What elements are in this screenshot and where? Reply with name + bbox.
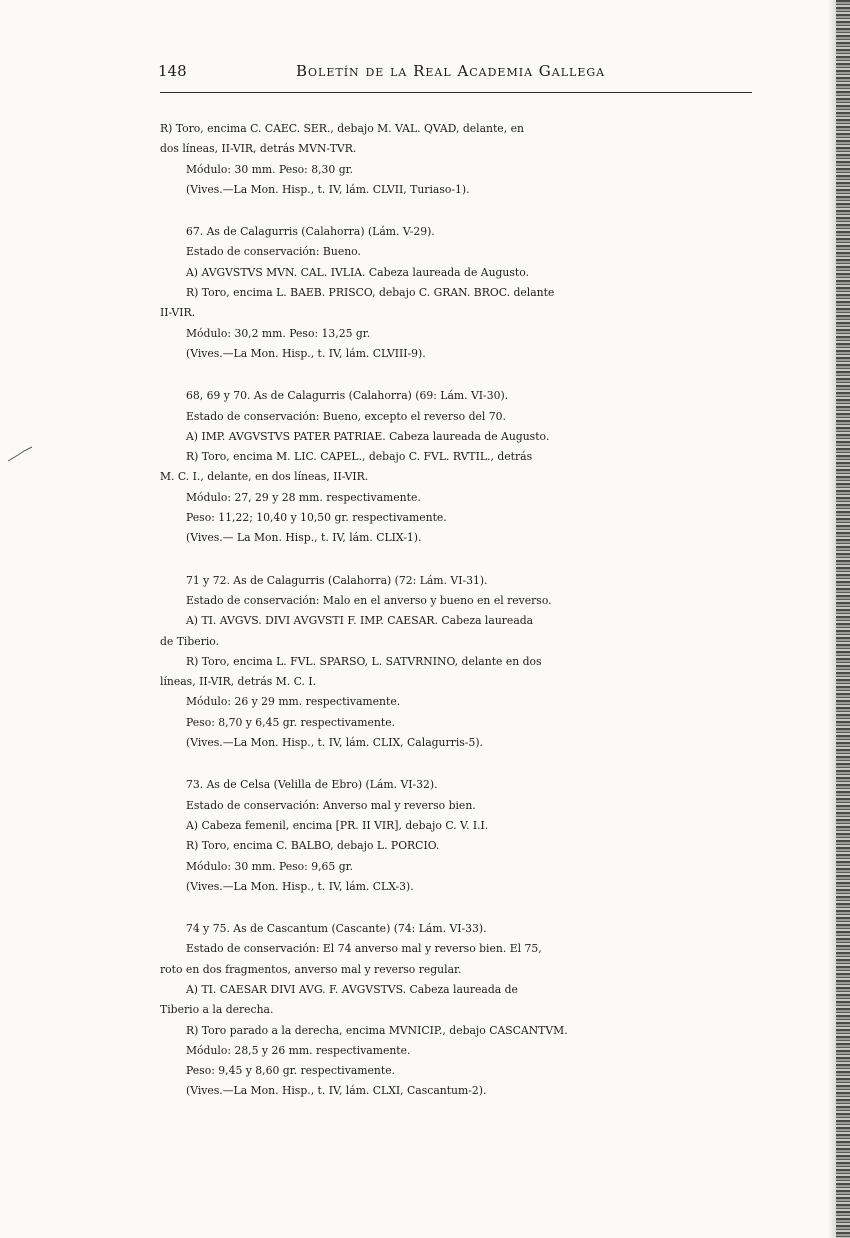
entry-heading: 71 y 72. As de Calagurris (Calahorra) (72: Lám. VI-31). <box>186 573 488 587</box>
text-line: (Vives.—La Mon. Hisp., t. IV, lám. CLXI, Cascantum-2). <box>186 1084 487 1098</box>
text-line: roto en dos fragmentos, anverso mal y reverso regular. <box>160 962 462 976</box>
text-line: Módulo: 30,2 mm. Peso: 13,25 gr. <box>186 326 371 340</box>
text-line: (Vives.— La Mon. Hisp., t. IV, lám. CLIX-1). <box>186 531 422 545</box>
text-line: M. C. I., delante, en dos líneas, II-VIR. <box>160 470 369 484</box>
text-line: A) TI. AVGVS. DIVI AVGVSTI F. IMP. CAESAR. Cabeza laureada <box>186 614 534 628</box>
text-line: Peso: 8,70 y 6,45 gr. respectivamente. <box>186 715 396 729</box>
text-line: Módulo: 26 y 29 mm. respectivamente. <box>186 695 401 709</box>
text-line: Estado de conservación: El 74 anverso mal y reverso bien. El 75, <box>186 942 542 956</box>
text-line: Tiberio a la derecha. <box>160 1003 274 1017</box>
entry-heading: 73. As de Celsa (Velilla de Ebro) (Lám. VI-32). <box>186 778 438 792</box>
text-line: A) TI. CAESAR DIVI AVG. F. AVGVSTVS. Cabeza laureada de <box>186 982 518 996</box>
text-line: (Vives.—La Mon. Hisp., t. IV, lám. CLIX, Calagurris-5). <box>186 736 483 750</box>
text-line: Estado de conservación: Malo en el anverso y bueno en el reverso. <box>186 593 552 607</box>
text-line: Estado de conservación: Bueno. <box>186 245 361 259</box>
header-rule <box>160 92 752 93</box>
text-line: Peso: 9,45 y 8,60 gr. respectivamente. <box>186 1064 396 1078</box>
text-line: Estado de conservación: Anverso mal y reverso bien. <box>186 798 476 812</box>
text-line: A) IMP. AVGVSTVS PATER PATRIAE. Cabeza laureada de Augusto. <box>186 429 550 443</box>
text-line: R) Toro, encima L. BAEB. PRISCO, debajo C. GRAN. BROC. delante <box>186 286 555 300</box>
text-line: Módulo: 28,5 y 26 mm. respectivamente. <box>186 1043 411 1057</box>
book-spine-edge <box>836 0 850 1238</box>
stray-pen-mark <box>6 445 36 465</box>
text-line: Módulo: 30 mm. Peso: 8,30 gr. <box>186 162 354 176</box>
text-line: líneas, II-VIR, detrás M. C. I. <box>160 675 317 689</box>
text-line: R) Toro, encima L. FVL. SPARSO, L. SATVRNINO, delante en dos <box>186 654 542 668</box>
text-line: R) Toro, encima C. CAEC. SER., debajo M. VAL. QVAD, delante, en <box>160 122 524 135</box>
page-number: 148 <box>158 62 187 80</box>
page-header <box>158 62 752 84</box>
text-line: R) Toro, encima C. BALBO, debajo L. PORCIO. <box>186 839 440 853</box>
text-line: Estado de conservación: Bueno, excepto el reverso del 70. <box>186 409 506 423</box>
text-line: R) Toro parado a la derecha, encima MVNICIP., debajo CASCANTVM. <box>186 1023 568 1037</box>
entry-heading: 67. As de Calagurris (Calahorra) (Lám. V-29). <box>186 225 435 239</box>
running-head: Boletín de la Real Academia Gallega <box>296 62 606 80</box>
text-line: R) Toro, encima M. LIC. CAPEL., debajo C. FVL. RVTIL., detrás <box>186 450 533 464</box>
entry-heading: 68, 69 y 70. As de Calagurris (Calahorra) (69: Lám. VI-30). <box>186 389 509 403</box>
text-line: Módulo: 27, 29 y 28 mm. respectivamente. <box>186 490 421 504</box>
text-line: dos líneas, II-VIR, detrás MVN-TVR. <box>160 142 357 156</box>
entry-heading: 74 y 75. As de Cascantum (Cascante) (74: Lám. VI-33). <box>186 922 487 936</box>
text-line: A) AVGVSTVS MVN. CAL. IVLIA. Cabeza laureada de Augusto. <box>186 265 530 279</box>
document-body <box>160 119 758 1102</box>
page-edge-shadow <box>828 0 836 1238</box>
text-line: A) Cabeza femenil, encima [PR. II VIR], debajo C. V. I.I. <box>186 818 489 832</box>
text-line: Peso: 11,22; 10,40 y 10,50 gr. respectivamente. <box>186 511 447 525</box>
text-line: II-VIR. <box>160 306 196 320</box>
text-line: (Vives.—La Mon. Hisp., t. IV, lám. CLVIII-9). <box>186 346 426 360</box>
text-line: de Tiberio. <box>160 634 220 648</box>
text-line: (Vives.—La Mon. Hisp., t. IV, lám. CLX-3). <box>186 879 414 893</box>
text-line: Módulo: 30 mm. Peso: 9,65 gr. <box>186 859 354 873</box>
text-line: (Vives.—La Mon. Hisp., t. IV, lám. CLVII, Turiaso-1). <box>186 182 470 196</box>
